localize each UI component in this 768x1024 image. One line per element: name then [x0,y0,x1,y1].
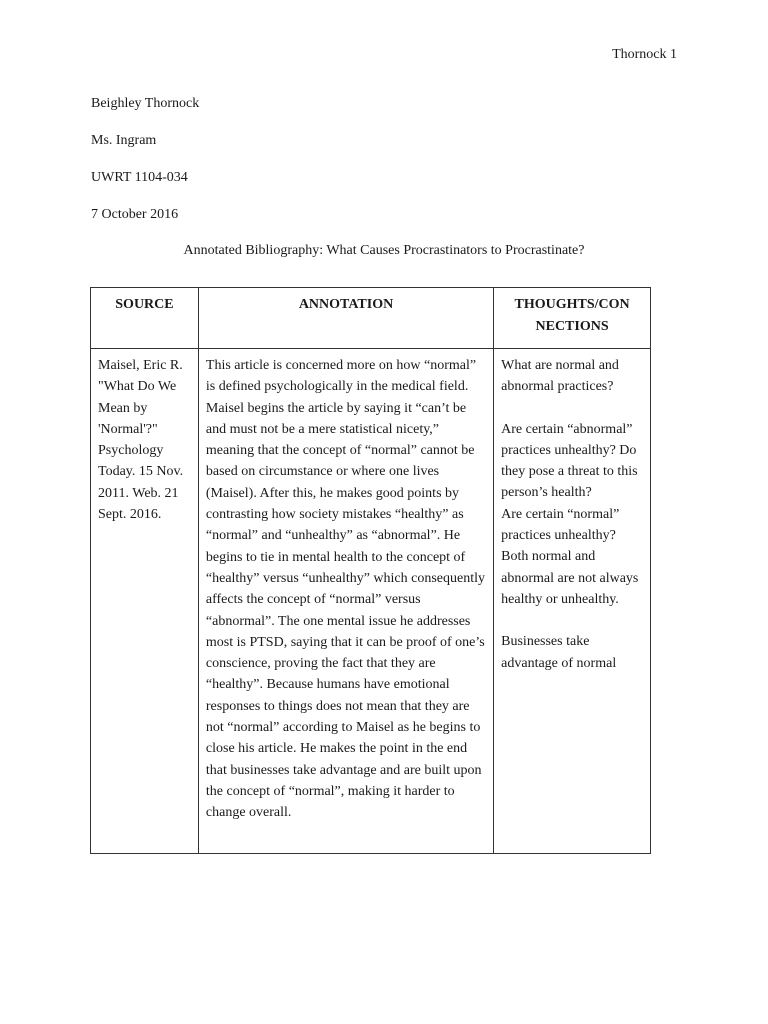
table-header-row [91,288,651,349]
thought-item: Are certain “normal” practices unhealthy? Both normal and abnormal are not always healthy or unhealthy. [501,506,639,607]
author-name: Beighley Thornock [91,96,200,111]
column-header-source: SOURCE [91,288,199,349]
annotation-cell: This article is concerned more on how “normal” is defined psychologically in the medical field. Maisel begins the article by saying it “can’t be and must not be a mere statistical nicety,” meaning that the concept of “normal” cannot be based on circumstance or where one lives (Maisel). After this, he makes good points by contrasting how society mistakes “healthy” as “normal” and “unhealthy” as “abnormal”. He begins to tie in mental health to the concept of “healthy” versus “unhealthy” which consequently affects the concept of “normal” versus “abnormal”. The one mental issue he addresses most is PTSD, saying that it can be proof of one’s conscience, proving the fact that they are “healthy”. Because humans have emotional responses to things does not mean that they are not “normal” according to Maisel as he begins to close his article. He makes the point in the end that businesses take advantage and are built upon the concept of “normal”, making it harder to change overall. [198,349,493,854]
thought-item: Are certain “abnormal” practices unhealthy? Do they pose a threat to this person’s health? [501,421,638,501]
thought-item: What are normal and abnormal practices? [501,358,619,395]
document-date: 7 October 2016 [91,207,179,222]
course-code: UWRT 1104-034 [91,170,188,185]
mla-heading [91,95,199,243]
thought-item: Businesses take advantage of normal [501,634,617,671]
column-header-thoughts: THOUGHTS/CON NECTIONS [494,288,651,349]
table-row [91,349,651,854]
instructor-name: Ms. Ingram [91,133,157,148]
thoughts-cell [494,349,651,854]
bibliography-table [90,287,651,854]
document-title: Annotated Bibliography: What Causes Procrastinators to Procrastinate? [183,243,585,258]
source-cell: Maisel, Eric R. "What Do We Mean by 'Normal'?" Psychology Today. 15 Nov. 2011. Web. 21 Sept. 2016. [91,349,199,854]
column-header-annotation: ANNOTATION [198,288,493,349]
page-header-label: Thornock 1 [612,47,677,62]
